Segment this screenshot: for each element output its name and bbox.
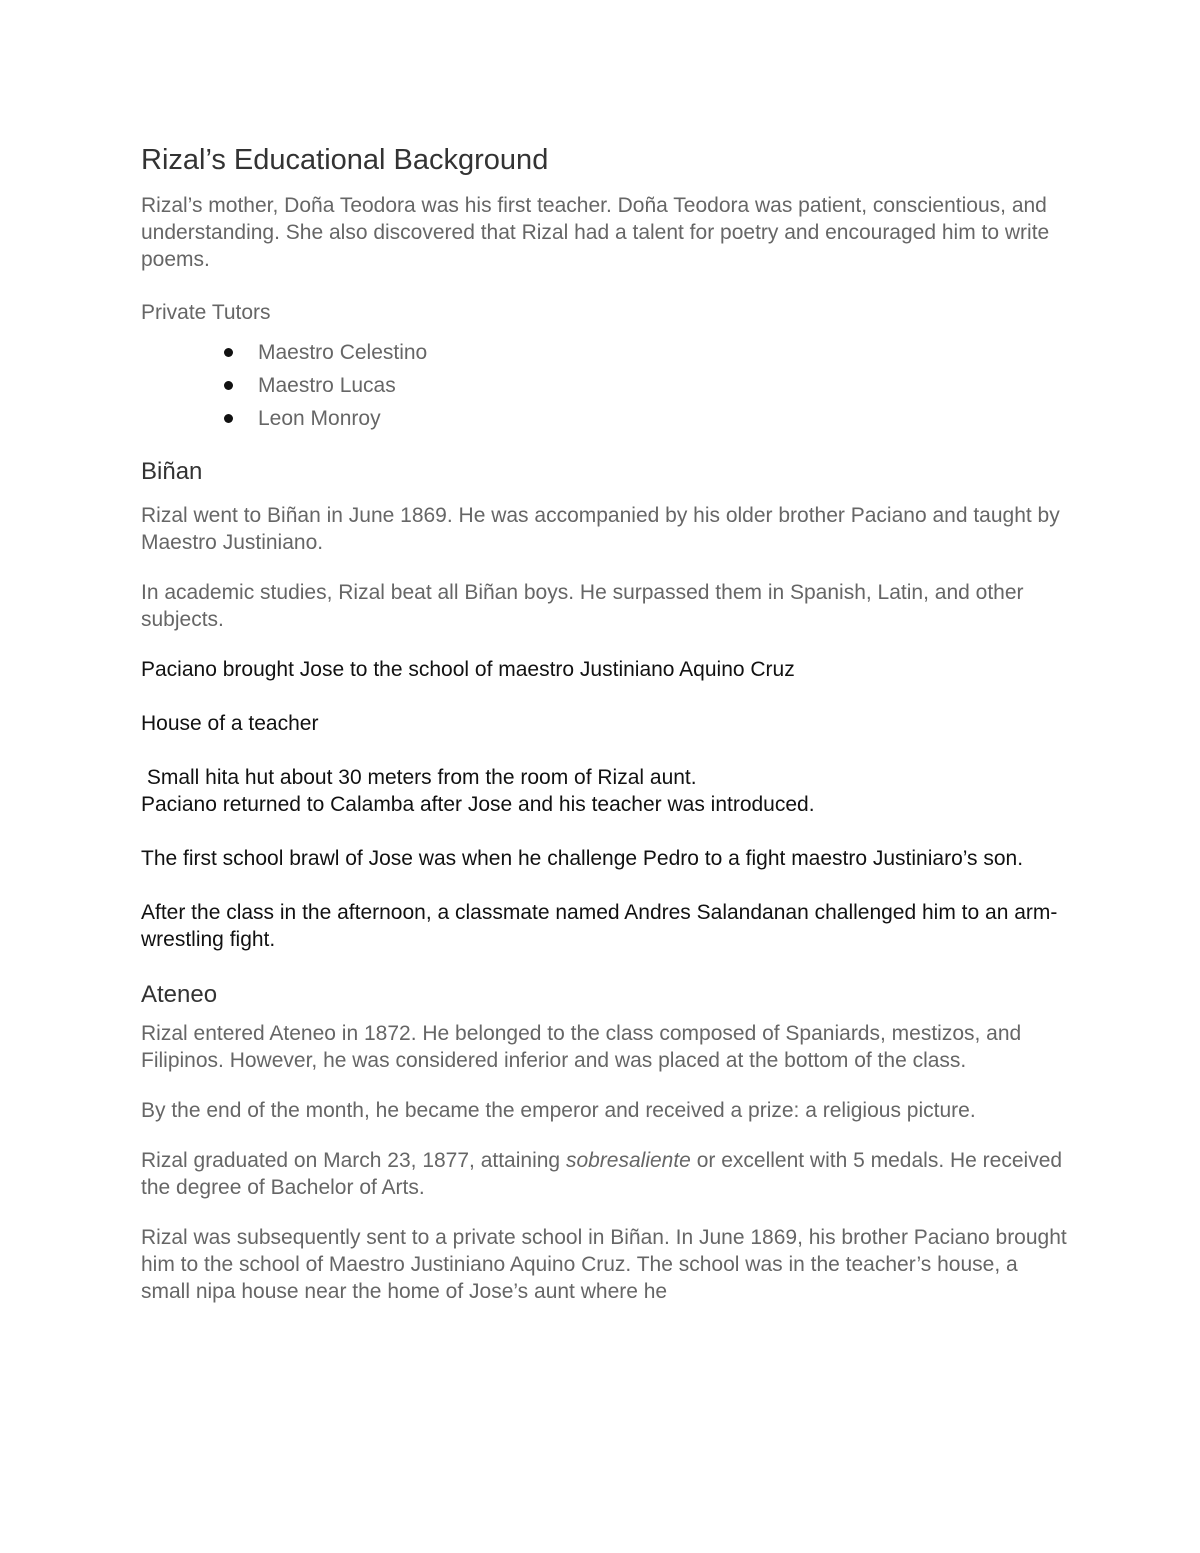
binan-paragraph-6: The first school brawl of Jose was when he challenge Pedro to a fight maestro Justiniaro’s son. xyxy=(141,847,1024,870)
binan-paragraph-5a: Small hita hut about 30 meters from the room of Rizal aunt. xyxy=(141,766,697,789)
tutor-name: Leon Monroy xyxy=(258,407,381,430)
ateneo-paragraph-3 xyxy=(141,1147,1071,1201)
list-item xyxy=(141,402,1071,435)
binan-paragraph-3: Paciano brought Jose to the school of maestro Justiniano Aquino Cruz xyxy=(141,658,795,681)
ateneo-heading: Ateneo xyxy=(141,981,218,1008)
intro-paragraph: Rizal’s mother, Doña Teodora was his first teacher. Doña Teodora was patient, conscientious, and understanding. She also discovered that Rizal had a talent for poetry and encouraged him to write poems. xyxy=(141,194,1050,271)
tutors-list xyxy=(141,336,1071,435)
page-title: Rizal’s Educational Background xyxy=(141,144,549,176)
binan-paragraph-4: House of a teacher xyxy=(141,712,319,735)
ateneo-paragraph-2: By the end of the month, he became the emperor and received a prize: a religious picture. xyxy=(141,1099,976,1122)
binan-paragraph-5b: Paciano returned to Calamba after Jose and his teacher was introduced. xyxy=(141,793,815,816)
document-page xyxy=(141,140,1071,1305)
binan-paragraph-7: After the class in the afternoon, a classmate named Andres Salandanan challenged him to an arm-wrestling fight. xyxy=(141,901,1058,951)
binan-paragraph-2: In academic studies, Rizal beat all Biñan boys. He surpassed them in Spanish, Latin, and other subjects. xyxy=(141,581,1024,631)
tutors-label: Private Tutors xyxy=(141,301,271,324)
ateneo-paragraph-4: Rizal was subsequently sent to a private school in Biñan. In June 1869, his brother Paciano brought him to the school of Maestro Justiniano Aquino Cruz. The school was in the teacher’s house, a small nipa house near the home of Jose’s aunt where he xyxy=(141,1226,1067,1303)
ateneo-paragraph-3-post: or excellent with 5 medals. He received the degree of Bachelor of Arts. xyxy=(141,1149,1063,1199)
binan-paragraph-1: Rizal went to Biñan in June 1869. He was accompanied by his older brother Paciano and taught by Maestro Justiniano. xyxy=(141,504,1060,554)
list-item xyxy=(141,336,1071,369)
ateneo-paragraph-3-emphasis: sobresaliente xyxy=(565,1149,691,1172)
ateneo-paragraph-1: Rizal entered Ateneo in 1872. He belonged to the class composed of Spaniards, mestizos, and Filipinos. However, he was considered inferior and was placed at the bottom of the class. xyxy=(141,1022,1022,1072)
ateneo-paragraph-3-pre: Rizal graduated on March 23, 1877, attaining xyxy=(141,1149,566,1172)
bullet-icon xyxy=(224,414,233,423)
bullet-icon xyxy=(224,348,233,357)
list-item xyxy=(141,369,1071,402)
tutor-name: Maestro Celestino xyxy=(258,341,428,364)
tutor-name: Maestro Lucas xyxy=(258,374,396,397)
binan-heading: Biñan xyxy=(141,458,203,485)
bullet-icon xyxy=(224,381,233,390)
